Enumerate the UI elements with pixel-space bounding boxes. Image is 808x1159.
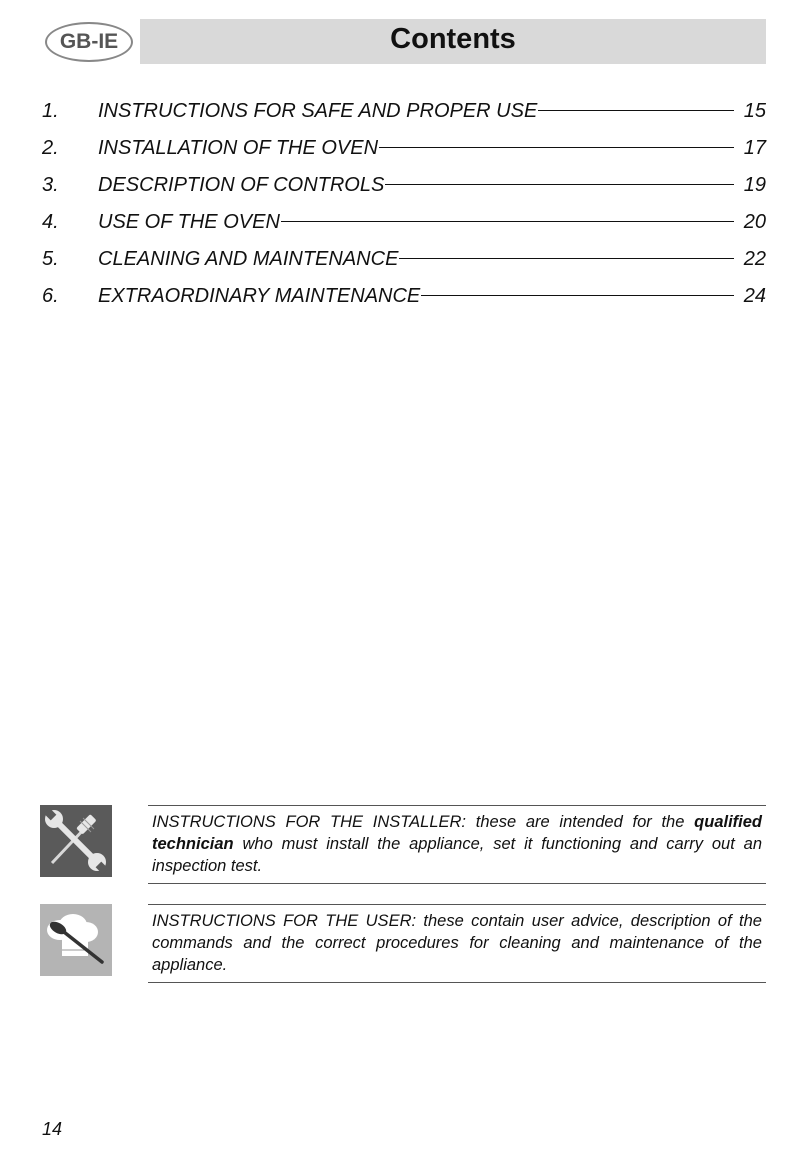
spoon-chef-hat-icon xyxy=(40,904,112,976)
page-number: 14 xyxy=(42,1119,63,1139)
toc-entry-page: 17 xyxy=(743,137,766,159)
toc-leader-line xyxy=(281,221,734,222)
toc-entry-title: DESCRIPTION OF CONTROLS xyxy=(98,174,385,196)
toc-entry-page: 19 xyxy=(743,174,766,196)
installer-note-lead: INSTRUCTIONS FOR THE INSTALLER: these are intended for the xyxy=(152,813,695,831)
page-title: Contents xyxy=(390,23,516,55)
toc-entry-title: EXTRAORDINARY MAINTENANCE xyxy=(98,285,421,307)
toc-entry-page: 15 xyxy=(743,100,766,122)
toc-entry-number: 2. xyxy=(42,137,59,159)
toc-entry-number: 4. xyxy=(42,211,59,233)
toc-entry[interactable] xyxy=(40,170,766,207)
language-badge: GB-IE xyxy=(45,22,133,62)
toc-entry-page: 24 xyxy=(743,285,766,307)
user-note-text: INSTRUCTIONS FOR THE USER: these contain user advice, description of the commands and the correct procedures for cleaning and maintenance of the appliance. xyxy=(148,904,766,983)
user-instructions-note xyxy=(40,904,766,984)
toc-leader-line xyxy=(379,147,734,148)
toc-entry[interactable] xyxy=(40,244,766,281)
toc-leader-line xyxy=(538,110,733,111)
installer-note-text xyxy=(148,805,766,884)
toc-leader-line xyxy=(385,184,733,185)
toc-entry-title: INSTRUCTIONS FOR SAFE AND PROPER USE xyxy=(98,100,538,122)
toc-entry[interactable] xyxy=(40,96,766,133)
toc-leader-line xyxy=(399,258,733,259)
toc-entry[interactable] xyxy=(40,207,766,244)
table-of-contents xyxy=(40,96,766,318)
toc-entry-page: 20 xyxy=(743,211,766,233)
wrench-screwdriver-icon xyxy=(40,805,112,877)
installer-instructions-note xyxy=(40,805,766,885)
toc-entry[interactable] xyxy=(40,281,766,318)
toc-entry-number: 3. xyxy=(42,174,59,196)
toc-entry-number: 5. xyxy=(42,248,59,270)
toc-entry-title: INSTALLATION OF THE OVEN xyxy=(98,137,379,159)
toc-entry-number: 1. xyxy=(42,100,59,122)
toc-leader-line xyxy=(421,295,733,296)
toc-entry-title: USE OF THE OVEN xyxy=(98,211,280,233)
installer-note-emphasis: qualified technician xyxy=(152,813,762,853)
toc-entry-page: 22 xyxy=(743,248,766,270)
toc-entry[interactable] xyxy=(40,133,766,170)
toc-entry-number: 6. xyxy=(42,285,59,307)
installer-note-tail: who must install the appliance, set it functioning and carry out an inspection test. xyxy=(152,835,762,875)
toc-entry-title: CLEANING AND MAINTENANCE xyxy=(98,248,399,270)
